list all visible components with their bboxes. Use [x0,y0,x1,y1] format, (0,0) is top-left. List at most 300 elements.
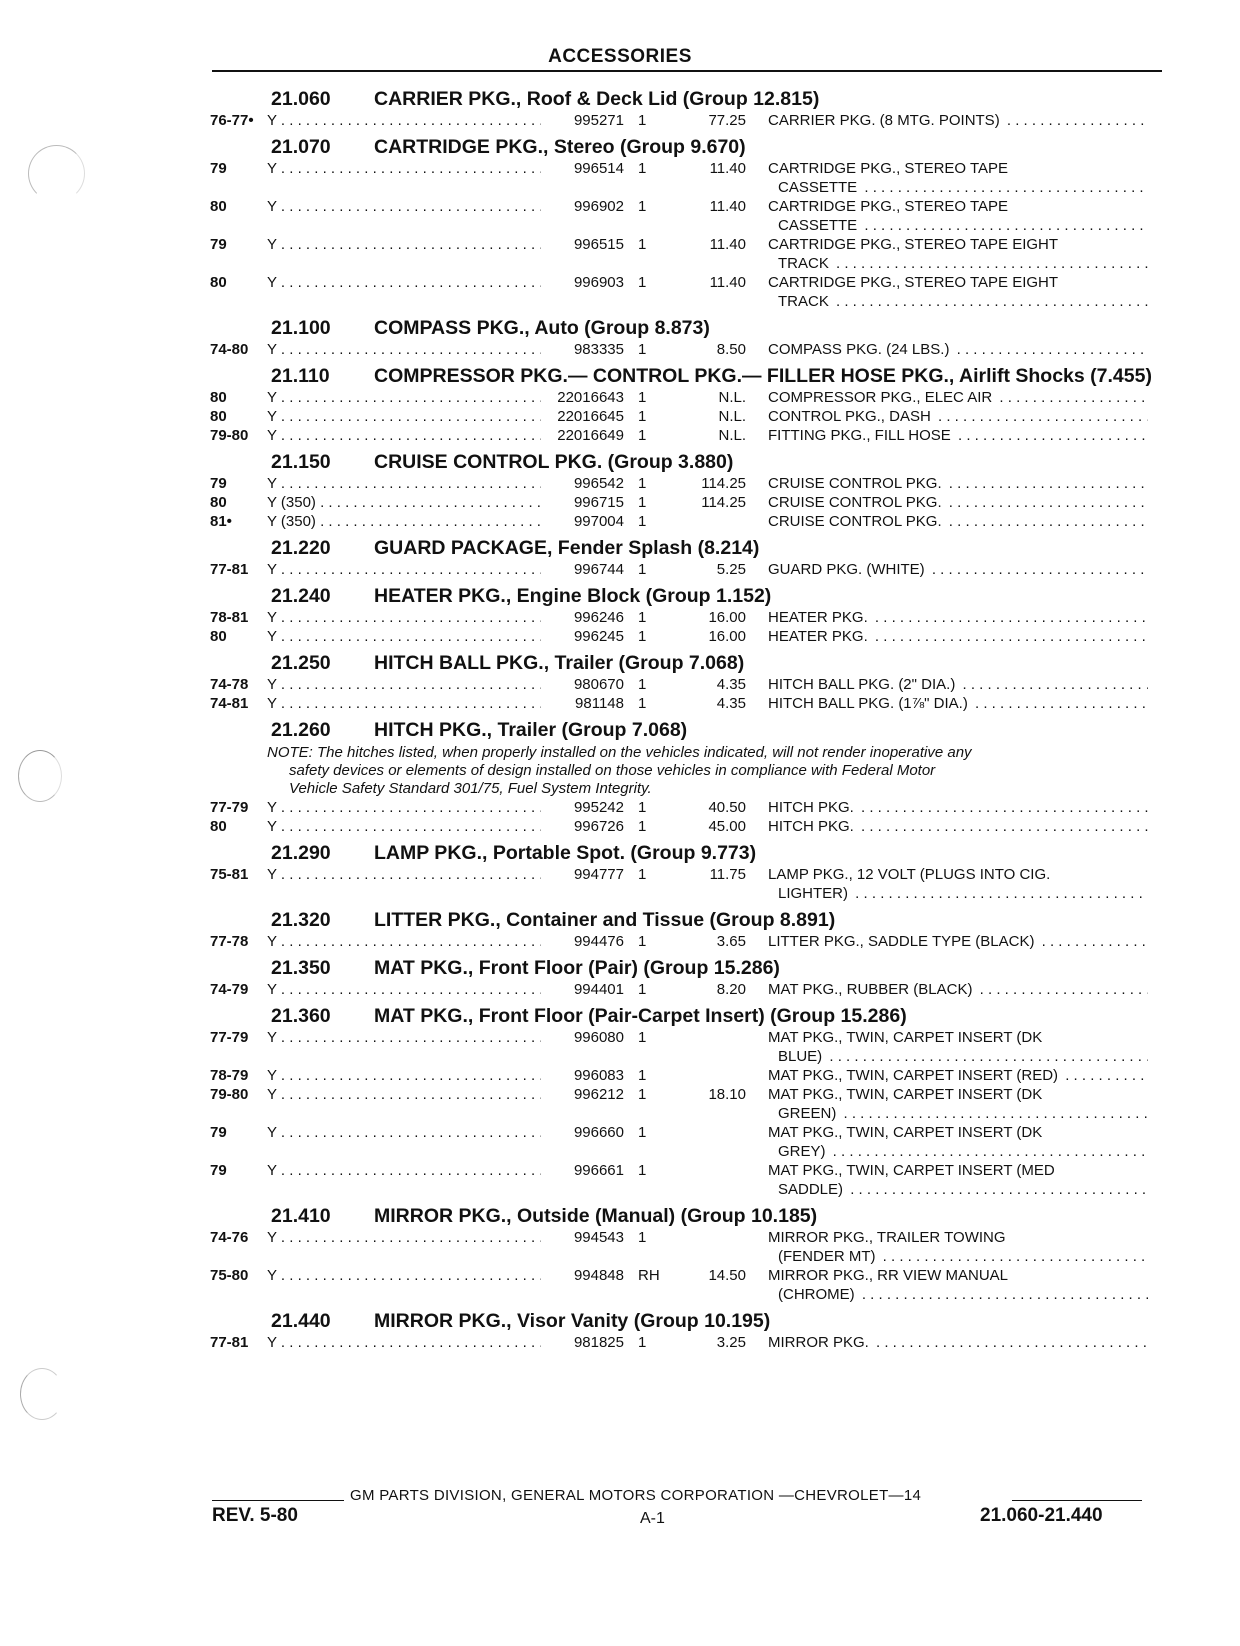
description [746,197,1148,235]
series-code [267,932,541,951]
section-title: CARTRIDGE PKG., Stereo (Group 9.670) [374,136,746,158]
description-line [768,197,1148,216]
price [676,1123,746,1161]
part-number: 22016649 [557,427,624,444]
quantity: 1 [638,1086,647,1103]
series-code-text: Y [267,676,277,693]
part-number: 996726 [573,818,624,835]
series-code-text: Y [267,274,277,291]
description-text: CARTRIDGE PKG., STEREO TAPE [768,198,1011,215]
series-code-text: Y [267,695,277,712]
model-year: 77-79 [210,799,249,816]
description-text: CASSETTE [778,217,860,234]
model-year: 79 [210,1162,227,1179]
footer-publisher: GM PARTS DIVISION, GENERAL MOTORS CORPORATION —CHEVROLET—14 [350,1487,922,1504]
table-row [210,1066,1160,1085]
series-code-text: Y [267,112,277,129]
description-line [768,426,1148,445]
series-code-text: Y (350) [267,494,316,511]
quantity: 1 [638,1067,647,1084]
quantity: 1 [638,389,647,406]
table-row [210,675,1160,694]
series-code [267,426,541,445]
series-code-text: Y [267,1086,277,1103]
price: 4.35 [716,676,746,693]
price [676,1161,746,1199]
description-line [768,235,1148,254]
model-year: 80 [210,628,227,645]
section-title: MAT PKG., Front Floor (Pair) (Group 15.286) [374,957,780,979]
description-text: CARTRIDGE PKG., STEREO TAPE [768,160,1011,177]
part-number: 994401 [573,981,624,998]
description [746,1228,1148,1266]
description-text: CARTRIDGE PKG., STEREO TAPE EIGHT [768,236,1061,253]
series-code-text: Y [267,198,277,215]
table-row [210,1228,1160,1266]
description [746,1028,1148,1066]
section-21-150 [210,445,1160,531]
description-text: MIRROR PKG., RR VIEW MANUAL [768,1267,1011,1284]
description [746,608,1148,627]
price: 3.65 [716,933,746,950]
description-line [768,1085,1148,1104]
section-code: 21.110 [271,365,330,387]
part-number: 996661 [573,1162,624,1179]
series-code [267,1161,541,1199]
series-code [267,798,541,817]
description-line [768,1028,1148,1047]
part-number: 980670 [573,676,624,693]
section-title: MIRROR PKG., Visor Vanity (Group 10.195) [374,1310,771,1332]
part-number: 995242 [573,799,624,816]
price: 11.75 [709,866,746,883]
series-code-text: Y [267,866,277,883]
section-21-260 [210,713,1160,836]
section-title: LITTER PKG., Container and Tissue (Group 8.891) [374,909,836,931]
description-text: CASSETTE [778,179,860,196]
price: 77.25 [708,112,746,129]
description-text: MAT PKG., TWIN, CARPET INSERT (MED [768,1162,1058,1179]
series-code-text: Y [267,609,277,626]
quantity: 1 [638,1334,647,1351]
description-line [768,512,1148,531]
series-code [267,1266,541,1304]
table-row [210,159,1160,197]
section-21-250 [210,646,1160,713]
series-code-text: Y [267,389,277,406]
part-number: 996246 [573,609,624,626]
model-year: 80 [210,494,227,511]
description-text: HEATER PKG. [768,609,871,626]
price: 40.50 [708,799,746,816]
section-code: 21.290 [271,842,331,864]
table-row [210,1266,1160,1304]
part-number: 996080 [573,1029,624,1046]
table-row [210,426,1160,445]
description-line [768,111,1148,130]
model-year: 79 [210,1124,227,1141]
model-year: 76-77• [210,112,254,129]
description-line [768,932,1148,951]
parts-list [210,82,1160,1352]
table-row [210,560,1160,579]
series-code-text: Y [267,799,277,816]
quantity: 1 [638,427,647,444]
description-line [768,1180,1148,1199]
series-code-text: Y [267,1029,277,1046]
series-code [267,1028,541,1066]
quantity: 1 [638,160,647,177]
description-text: CRUISE CONTROL PKG. [768,475,945,492]
price: 8.20 [716,981,746,998]
series-code-text: Y [267,628,277,645]
part-number: 981148 [575,695,624,712]
description-line [768,407,1148,426]
series-code [267,273,541,311]
section-title: COMPASS PKG., Auto (Group 8.873) [374,317,710,339]
section-header [210,445,1160,474]
description-text: COMPRESSOR PKG., ELEC AIR [768,389,995,406]
part-number: 996903 [573,274,624,291]
description-line [768,1123,1148,1142]
description-line [768,292,1148,311]
section-code: 21.350 [271,957,331,979]
price: 11.40 [709,160,746,177]
section-code: 21.220 [271,537,331,559]
description [746,512,1148,531]
part-number: 996515 [573,236,624,253]
description-text: CARRIER PKG. (8 MTG. POINTS) [768,112,1003,129]
series-code [267,407,541,426]
quantity: 1 [638,695,647,712]
part-number: 22016643 [557,389,624,406]
part-number: 996542 [573,475,624,492]
description-line [768,493,1148,512]
quantity: 1 [638,561,647,578]
model-year: 79-80 [210,427,249,444]
quantity: 1 [638,609,647,626]
price: 5.25 [716,561,746,578]
table-row [210,111,1160,130]
description-line [768,178,1148,197]
series-code-text: Y [267,427,277,444]
section-title: GUARD PACKAGE, Fender Splash (8.214) [374,537,760,559]
description-text: MAT PKG., TWIN, CARPET INSERT (RED) [768,1067,1061,1084]
part-number: 996902 [573,198,624,215]
description-line [768,1161,1148,1180]
section-21-220 [210,531,1160,579]
part-number: 997004 [573,513,624,530]
table-row [210,1028,1160,1066]
price: N.L. [718,408,746,425]
section-header [210,999,1160,1028]
series-code [267,1123,541,1161]
description-line [768,1142,1148,1161]
description [746,407,1148,426]
section-header [210,1304,1160,1333]
series-code [267,627,541,646]
section-code: 21.360 [271,1005,331,1027]
price [676,512,746,531]
part-number: 996212 [573,1086,624,1103]
description-line [768,675,1148,694]
description-line [768,627,1148,646]
price: 11.40 [709,198,746,215]
table-row [210,1333,1160,1352]
price [676,1228,746,1266]
note-line: safety devices or elements of design installed on those vehicles in compliance with Federal Motor [289,762,936,779]
description [746,980,1148,999]
series-code [267,1228,541,1266]
quantity: 1 [638,236,647,253]
model-year: 77-81 [210,561,249,578]
series-code-text: Y [267,818,277,835]
description [746,798,1148,817]
description-line [768,560,1148,579]
section-header [210,579,1160,608]
section-header [210,130,1160,159]
series-code [267,111,541,130]
table-row [210,932,1160,951]
section-header [210,311,1160,340]
quantity: 1 [638,933,647,950]
series-code [267,340,541,359]
description [746,340,1148,359]
quantity: 1 [638,628,647,645]
description [746,1161,1148,1199]
series-code [267,197,541,235]
quantity: 1 [638,408,647,425]
section-21-060 [210,82,1160,130]
table-row [210,235,1160,273]
part-number: 994476 [573,933,624,950]
description-line [768,474,1148,493]
series-code-text: Y [267,475,277,492]
series-code [267,865,541,903]
price [676,1028,746,1066]
description-line [768,388,1148,407]
series-code [267,675,541,694]
model-year: 77-81 [210,1334,249,1351]
description-text: HEATER PKG. [768,628,871,645]
table-row [210,474,1160,493]
model-year: 75-81 [210,866,249,883]
description-text: GREY) [778,1143,829,1160]
description [746,426,1148,445]
description [746,865,1148,903]
section-header [210,82,1160,111]
description [746,235,1148,273]
table-row [210,1123,1160,1161]
table-row [210,608,1160,627]
price: 11.40 [709,274,746,291]
description [746,1333,1148,1352]
table-row [210,493,1160,512]
table-row [210,817,1160,836]
part-number: 981825 [573,1334,624,1351]
quantity: 1 [638,513,647,530]
description-text: HITCH PKG. [768,818,857,835]
series-code [267,694,541,713]
description-line [768,1333,1148,1352]
section-note [210,744,1160,798]
description [746,388,1148,407]
description-line [768,694,1148,713]
hole-punch-mark [28,145,85,202]
part-number: 995271 [573,112,624,129]
section-title: MAT PKG., Front Floor (Pair-Carpet Insert) (Group 15.286) [374,1005,907,1027]
description-text: MIRROR PKG., TRAILER TOWING [768,1229,1009,1246]
series-code [267,1085,541,1123]
description-text: MAT PKG., TWIN, CARPET INSERT (DK [768,1124,1045,1141]
description-text: MIRROR PKG. [768,1334,872,1351]
description-text: FITTING PKG., FILL HOSE [768,427,954,444]
description [746,273,1148,311]
description-text: SADDLE) [778,1181,846,1198]
model-year: 77-79 [210,1029,249,1046]
price: N.L. [718,427,746,444]
section-header [210,531,1160,560]
section-21-070 [210,130,1160,311]
table-row [210,627,1160,646]
section-code: 21.100 [271,317,331,339]
description-text: HITCH BALL PKG. (2" DIA.) [768,676,958,693]
section-code: 21.250 [271,652,331,674]
description-text: LIGHTER) [778,885,851,902]
series-code-text: Y [267,408,277,425]
section-range: 21.060-21.440 [980,1505,1103,1526]
description [746,1066,1148,1085]
model-year: 79 [210,236,227,253]
quantity: 1 [638,494,647,511]
price: 114.25 [701,494,746,511]
description [746,560,1148,579]
page-number: A-1 [640,1510,665,1527]
section-header [210,713,1160,742]
description-line [768,1066,1148,1085]
section-title: CRUISE CONTROL PKG. (Group 3.880) [374,451,734,473]
part-number: 994777 [573,866,624,883]
section-code: 21.440 [271,1310,331,1332]
quantity: RH [638,1267,660,1284]
section-title: HEATER PKG., Engine Block (Group 1.152) [374,585,772,607]
description-text: CONTROL PKG., DASH [768,408,934,425]
revision-label: REV. 5-80 [212,1505,298,1526]
note-line: Vehicle Safety Standard 301/75, Fuel System Integrity. [289,780,652,797]
description-line [768,1247,1148,1266]
series-code-text: Y [267,1229,277,1246]
description-line [768,798,1148,817]
table-row [210,512,1160,531]
description-text: COMPASS PKG. (24 LBS.) [768,341,952,358]
description-line [768,1228,1148,1247]
description [746,1085,1148,1123]
table-row [210,197,1160,235]
model-year: 78-79 [210,1067,249,1084]
price: 16.00 [708,628,746,645]
series-code [267,235,541,273]
table-row [210,407,1160,426]
quantity: 1 [638,1229,647,1246]
model-year: 80 [210,818,227,835]
model-year: 81• [210,513,232,530]
price: 11.40 [709,236,746,253]
description-text: LAMP PKG., 12 VOLT (PLUGS INTO CIG. [768,866,1053,883]
section-code: 21.260 [271,719,331,741]
section-21-350 [210,951,1160,999]
series-code [267,388,541,407]
price: 114.25 [701,475,746,492]
description-text: GREEN) [778,1105,839,1122]
description-line [768,1266,1148,1285]
model-year: 74-80 [210,341,249,358]
table-row [210,1161,1160,1199]
description-text: HITCH BALL PKG. (1⅞" DIA.) [768,695,971,712]
part-number: 22016645 [557,408,624,425]
description-line [768,980,1148,999]
series-code [267,512,541,531]
description-line [768,1047,1148,1066]
series-code-text: Y [267,981,277,998]
series-code [267,560,541,579]
description-line [768,216,1148,235]
part-number: 996083 [573,1067,624,1084]
table-row [210,694,1160,713]
price: 3.25 [716,1334,746,1351]
model-year: 78-81 [210,609,249,626]
table-row [210,980,1160,999]
description-text: MAT PKG., RUBBER (BLACK) [768,981,976,998]
part-number: 996660 [573,1124,624,1141]
description-line [768,817,1148,836]
part-number: 996744 [573,561,624,578]
quantity: 1 [638,1029,647,1046]
series-code [267,817,541,836]
series-code-text: Y [267,1162,277,1179]
description-line [768,273,1148,292]
section-code: 21.410 [271,1205,331,1227]
table-row [210,865,1160,903]
section-21-410 [210,1199,1160,1304]
description-text: CRUISE CONTROL PKG. [768,513,945,530]
section-header [210,836,1160,865]
footer-rule-left [212,1500,344,1501]
quantity: 1 [638,981,647,998]
table-row [210,798,1160,817]
description [746,932,1148,951]
model-year: 80 [210,198,227,215]
part-number: 996245 [573,628,624,645]
table-row [210,1085,1160,1123]
page-title: ACCESSORIES [548,46,692,67]
description-text: TRACK [778,293,832,310]
section-header [210,646,1160,675]
description-text: MAT PKG., TWIN, CARPET INSERT (DK [768,1086,1045,1103]
description [746,474,1148,493]
series-code-text: Y [267,236,277,253]
model-year: 74-81 [210,695,249,712]
model-year: 74-78 [210,676,249,693]
section-header [210,951,1160,980]
quantity: 1 [638,341,647,358]
hole-punch-mark [18,750,62,802]
footer-rule-right [1012,1500,1142,1501]
model-year: 75-80 [210,1267,249,1284]
table-row [210,388,1160,407]
series-code-text: Y [267,933,277,950]
series-code [267,980,541,999]
price: 8.50 [716,341,746,358]
